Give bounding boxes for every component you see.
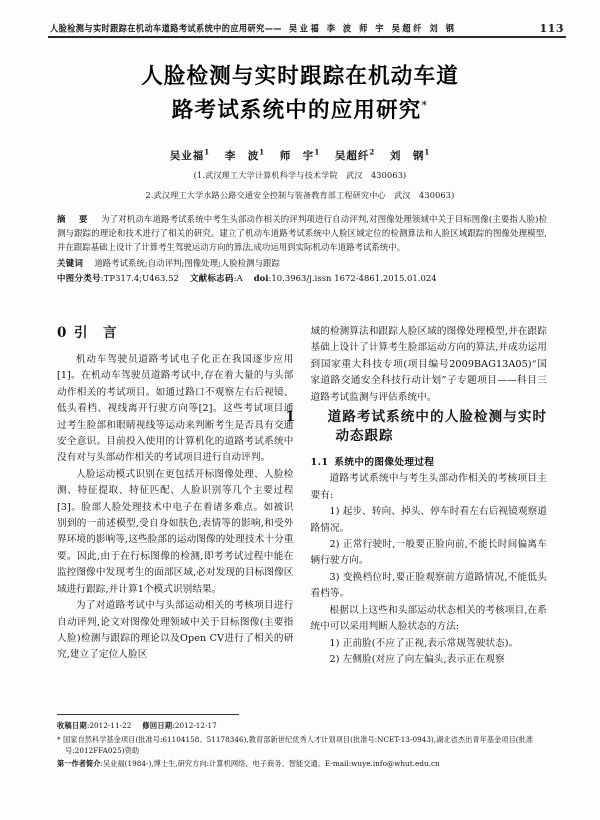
body-columns bbox=[57, 324, 547, 712]
paragraph: 根据以上这些和头部运动状态相关的考核项目,在系统中可以采用判断人脸状态的方法: bbox=[310, 604, 547, 633]
footnote-funding bbox=[57, 734, 560, 757]
funding-text: 国家自然科学基金项目(批准号:61104158、51178346),教育部新世纪优秀人才计划项目(批准号:NCET-13-0943),湖北省杰出青年基金项目(批准号:2012FFA025)资助 bbox=[63, 734, 534, 756]
author-affiliation-marker: 1 bbox=[204, 147, 211, 156]
footnote-author-bio: 第一作者简介:吴业福(1984-),博士生,研究方向:计算机网络、电子商务、智能交通。E-mail:wuye.info@whut.edu.cn bbox=[57, 758, 440, 768]
left-column bbox=[57, 324, 294, 712]
keywords-text: 道路考试系统;自动评判;图像处理;人脸检测与跟踪 bbox=[94, 257, 280, 268]
section-title: 引 言 bbox=[74, 325, 118, 341]
paragraph: 为了对道路考试中与头部运动相关的考核项目进行自动评判,论文对图像处理领域中关于目标图像(主要指人脸)检测与跟踪的理论以及Open CV进行了相关的研究,建立了定位人脸区 bbox=[57, 600, 294, 661]
bio-text: 吴业福(1984-),博士生,研究方向:计算机网络、电子商务、智能交通。E-mail:wuye.info@whut.edu.cn bbox=[102, 758, 440, 768]
bio-label: 第一作者简介 bbox=[57, 758, 101, 768]
list-item: 2) 正常行驶时,一般要正脸向前,不能长时间偏离车辆行驶方向。 bbox=[310, 539, 547, 567]
section-heading-0 bbox=[57, 324, 294, 343]
received-label: 收稿日期 bbox=[57, 721, 87, 730]
running-header-title: 人脸检测与实时跟踪在机动车道路考试系统中的应用研究—— bbox=[50, 22, 282, 34]
author-list bbox=[0, 147, 600, 163]
abstract-paragraph bbox=[57, 212, 547, 255]
doi-value: 10.3963/j.issn 1672-4861.2015.01.024 bbox=[271, 272, 437, 283]
author-name: 吴超纤 bbox=[334, 149, 370, 162]
paragraph: 道路考试系统中与考生头部动作相关的考核项目主要有: bbox=[310, 473, 547, 501]
revised-date: 2012-12-17 bbox=[174, 721, 217, 730]
subsection-title: 系统中的图像处理过程 bbox=[334, 457, 435, 469]
paragraph: 人脸运动模式识别在更包括开标图像处理、人脸检测、特征提取、特征匹配、人脸识别等几个主要过程[3]。脸部人脸处理技术中电子在着诸多难点。如被识别到的一前述模型,受自身如肤色,表情等的影响,和受外界环境的影响等,这些脸部的运动图像的处理技术十分重要。因此,由于在行标图像的检测,即考考试过程中能在监控图像中发现考生的面部区域,必对发现的目标图像区域进行跟踪,并计算1个模式识别结果。 bbox=[57, 468, 294, 595]
page-title bbox=[0, 62, 600, 125]
author-item bbox=[389, 147, 431, 162]
section-title: 道路考试系统中的人脸检测与实时动态跟踪 bbox=[327, 409, 547, 445]
clc-value: TP317.4;U463.52 bbox=[103, 272, 179, 283]
author-name: 李 波 bbox=[224, 149, 260, 162]
author-item bbox=[224, 147, 266, 162]
author-name: 师 宇 bbox=[279, 149, 315, 162]
affiliation-1: (1.武汉理工大学计算机科学与技术学院 武汉 430063) bbox=[193, 170, 407, 180]
doi-label: doi bbox=[253, 272, 269, 283]
document-code-value: A bbox=[236, 272, 243, 283]
paragraph: 机动车驾驶员道路考试电子化正在我国逐步应用[1]。在机动车驾驶员道路考试中,存在着大量的与头部动作相关的考试项目。如通过路口不观察左右后视镜、低头看档、视线离开行驶方向等[2]。这些考试项目通过考生脸部和眼睛视线等运动来判断考生是否具有交通安全意识。目前投入使用的计算机化的道路考试系统中没有对与头部动作相关的考试项目进行自动评判。 bbox=[57, 354, 294, 464]
list-item: 1) 起步、转向、掉头、停车时看左右后视镜观察道路情况。 bbox=[310, 506, 547, 534]
list-item: 2) 左侧脸(对应了向左偏头,表示正在观察 bbox=[329, 653, 505, 665]
author-item bbox=[279, 147, 321, 162]
keywords-line bbox=[57, 256, 547, 270]
document-code-label: 文献标志码 bbox=[189, 272, 234, 283]
affiliation-2: 2.武汉理工大学水路公路交通安全控制与装备教育部工程研究中心 武汉 430063) bbox=[145, 190, 455, 200]
section-number: 0 bbox=[57, 325, 68, 341]
author-item bbox=[334, 147, 376, 162]
title-footnote-marker: * bbox=[421, 99, 429, 112]
header-divider bbox=[48, 36, 566, 38]
clc-label: 中图分类号 bbox=[57, 272, 101, 283]
paragraph-continued: 域的检测算法和跟踪人脸区域的图像处理模型,并在跟踪基础上设计了计算考生脸部运动方向的算法,并成功运用到国家重大科技专项(项目编号2009BAG13A05)“国家道路交通安全科技行动计划”子专题项目——科目三道路考试监测与评估系统中。 bbox=[310, 326, 547, 403]
footnote-divider bbox=[57, 714, 239, 715]
author-affiliation-marker: 1 bbox=[259, 147, 266, 156]
revised-label: 修回日期 bbox=[142, 721, 173, 730]
author-affiliation-marker: 2 bbox=[369, 147, 376, 156]
subsection-heading-1-1 bbox=[311, 455, 548, 471]
section-heading-1 bbox=[285, 408, 548, 446]
author-affiliation-marker: 1 bbox=[314, 147, 321, 156]
list-item: 1) 正前脸(不应了正视,表示常规驾驶状态)。 bbox=[329, 637, 519, 649]
footnote-dates: 收稿日期:2012-11-22 修回日期:2012-12-17 bbox=[57, 721, 217, 730]
title-line-1: 人脸检测与实时跟踪在机动车道 bbox=[141, 64, 459, 89]
received-date: 2012-11-22 bbox=[89, 721, 132, 730]
footnote-block bbox=[57, 720, 560, 770]
abstract-label: 摘 要 bbox=[57, 214, 91, 224]
right-column bbox=[285, 324, 548, 712]
title-line-2: 路考试系统中的应用研究 bbox=[171, 98, 422, 124]
running-header-authors: 吴业福 李 波 师 宇 吴超纤 刘 钢 bbox=[288, 22, 457, 34]
author-item bbox=[169, 147, 211, 162]
subsection-number: 1.1 bbox=[310, 457, 329, 469]
abstract-text: 为了对机动车道路考试系统中考生头部动作相关的评判项进行自动评判,对图像处理领域中关于目标图像(主要指人脸)检测与跟踪的理论和技术进行了相关的研究。建立了机动车道路考试系统中人脸区域定位的检测算法和人脸区域跟踪的图像处理模型,并在跟踪基础上设计了计算考生驾驶运动方向的算法,成功运用到实际机动车道路考试系统中。 bbox=[57, 214, 547, 253]
running-header bbox=[50, 22, 564, 35]
classification-line: 中图分类号:TP317.4;U463.52 文献标志码:A doi:10.3963/j.issn 1672-4861.2015.01.024 bbox=[57, 272, 437, 283]
author-affiliation-marker: 1 bbox=[424, 147, 431, 156]
page-number: 113 bbox=[539, 22, 564, 35]
keywords-label: 关键词 bbox=[57, 257, 84, 268]
author-name: 吴业福 bbox=[169, 149, 205, 162]
author-name: 刘 钢 bbox=[389, 149, 425, 162]
funding-marker: * bbox=[57, 734, 61, 744]
list-item: 3) 变换档位时,要正脸观察前方道路情况,不能低头看档等。 bbox=[310, 571, 547, 600]
abstract-block bbox=[57, 212, 547, 285]
section-number: 1 bbox=[285, 409, 296, 426]
